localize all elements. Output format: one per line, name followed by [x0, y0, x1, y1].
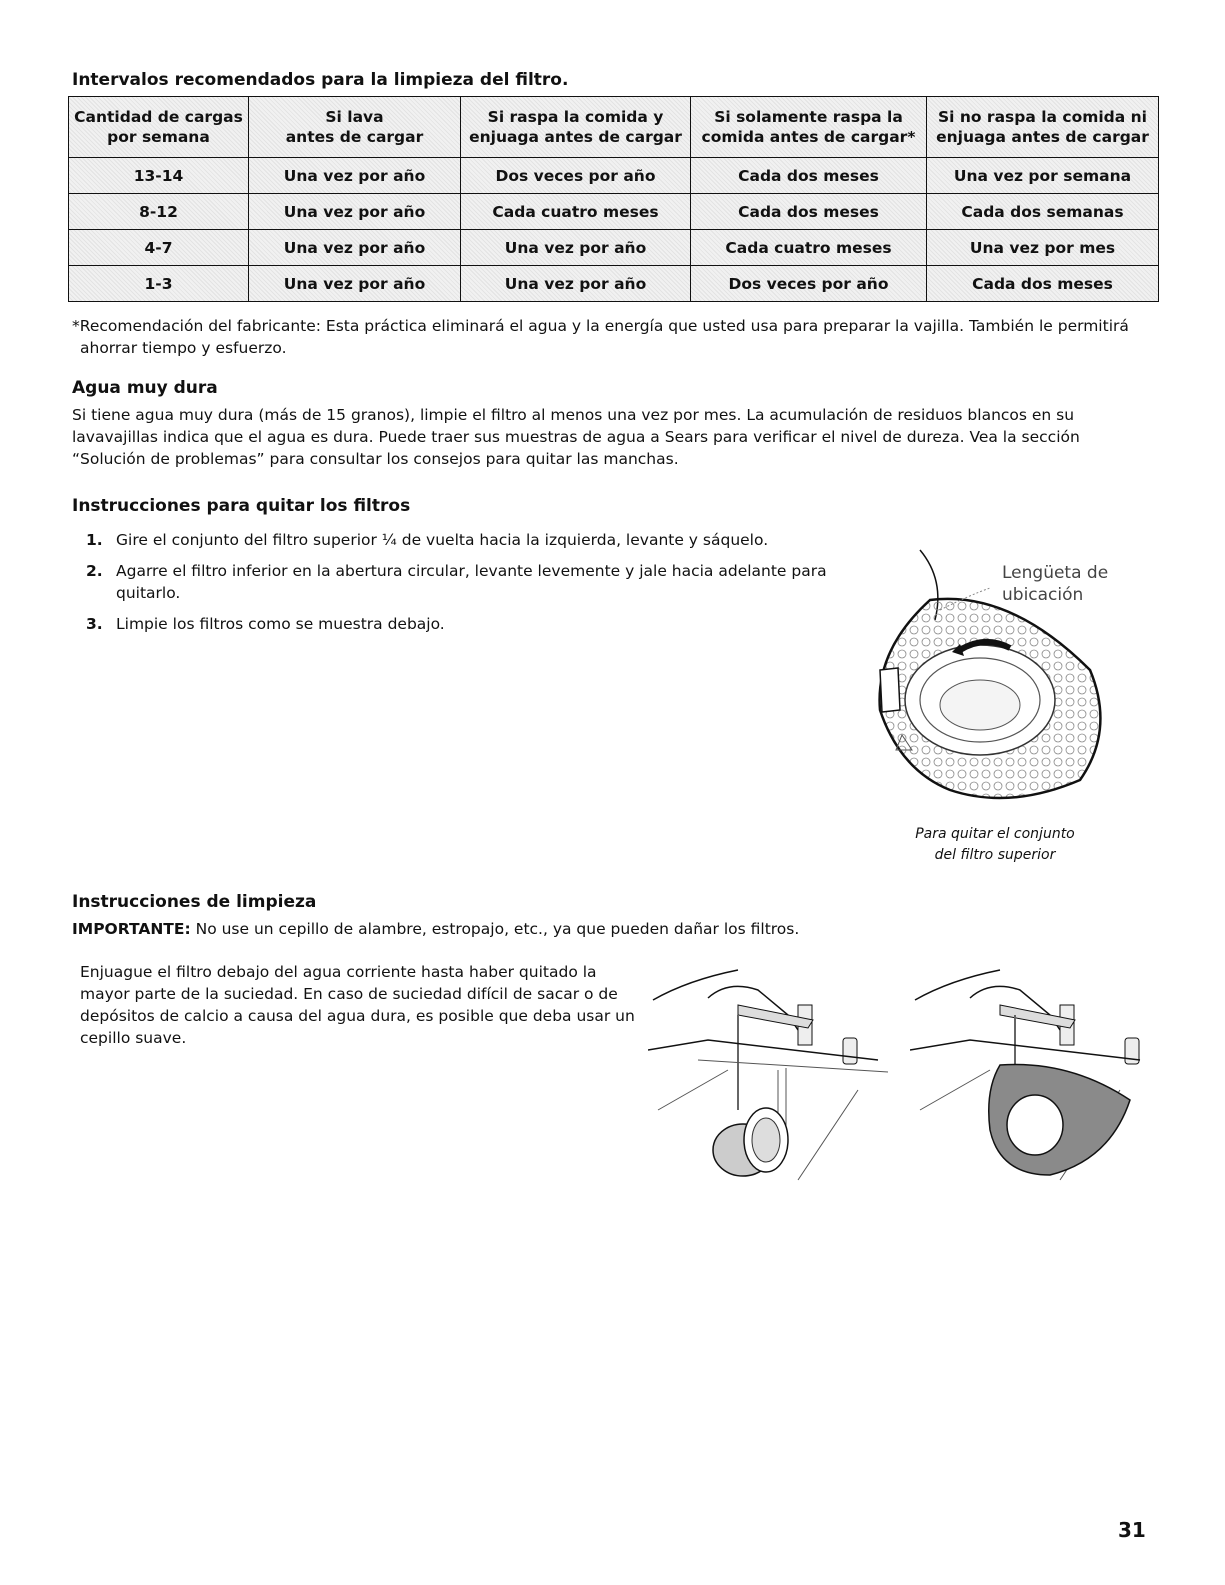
table-cell: Una vez por año	[461, 230, 691, 266]
table-cell: Cada cuatro meses	[691, 230, 927, 266]
hard-water-body: Si tiene agua muy dura (más de 15 granos), limpie el filtro al menos una vez por mes. La acumulación de residuos blancos en su lavavajillas indica que el agua es dura. Puede traer sus muestras de agua a Sears para verificar el nivel de dureza. Vea la sección “Solución de problemas” para consultar los consejos para quitar las manchas.	[72, 406, 1080, 468]
figure-caption: Para quitar el conjunto del filtro superior	[915, 826, 1075, 863]
header-scrape-only: Si solamente raspa la comida antes de cargar*	[691, 97, 927, 158]
header-wash-before: Si lava antes de cargar	[249, 97, 461, 158]
table-row	[69, 194, 1159, 230]
remove-filters-steps	[72, 529, 832, 644]
cleaning-important: IMPORTANTE: No use un cepillo de alambre, estropajo, etc., ya que pueden dañar los filtros.	[72, 920, 800, 938]
table-cell: Una vez por año	[461, 266, 691, 302]
table-cell: Dos veces por año	[461, 158, 691, 194]
table-cell: Una vez por mes	[927, 230, 1159, 266]
table-cell: Cada dos meses	[691, 194, 927, 230]
table-cell: Cada cuatro meses	[461, 194, 691, 230]
table-cell: 1-3	[69, 266, 249, 302]
table-row	[69, 230, 1159, 266]
table-cell: Cada dos meses	[927, 266, 1159, 302]
table-cell: 4-7	[69, 230, 249, 266]
rinse-lower-filter-illustration	[648, 960, 896, 1200]
filter-cleaning-table	[68, 96, 1159, 302]
cleaning-title: Instrucciones de limpieza	[72, 892, 317, 912]
table-cell: Una vez por año	[249, 194, 461, 230]
hard-water-title: Agua muy dura	[72, 378, 218, 398]
table-row	[69, 158, 1159, 194]
footnote: *Recomendación del fabricante: Esta práctica eliminará el agua y la energía que usted usa para preparar la vajilla. También le permitirá ahorrar tiempo y esfuerzo.	[72, 317, 1129, 357]
list-item: 2. Agarre el filtro inferior en la abertura circular, levante levemente y jale hacia adelante para quitarlo.	[86, 562, 827, 602]
header-no-scrape: Si no raspa la comida ni enjuaga antes de cargar	[927, 97, 1159, 158]
table-cell: Dos veces por año	[691, 266, 927, 302]
rinse-upper-filter-illustration	[910, 960, 1142, 1200]
table-cell: 13-14	[69, 158, 249, 194]
cleaning-body: Enjuague el filtro debajo del agua corriente hasta haber quitado la mayor parte de la suciedad. En caso de suciedad difícil de sacar o de depósitos de calcio a causa del agua dura, es posible que deba usar un cepillo suave.	[80, 963, 635, 1047]
table-cell: Cada dos semanas	[927, 194, 1159, 230]
table-cell: Una vez por año	[249, 266, 461, 302]
list-item: 3. Limpie los filtros como se muestra debajo.	[86, 615, 445, 633]
list-item: 1. Gire el conjunto del filtro superior ¼ de vuelta hacia la izquierda, levante y sáquelo.	[86, 531, 769, 549]
figure-label: Lengüeta de ubicación	[1002, 563, 1109, 605]
remove-filters-title: Instrucciones para quitar los filtros	[72, 496, 411, 516]
table-cell: 8-12	[69, 194, 249, 230]
table-cell: Cada dos meses	[691, 158, 927, 194]
page-number: 31	[1118, 1518, 1146, 1542]
table-title: Intervalos recomendados para la limpieza del filtro.	[72, 70, 569, 90]
table-cell: Una vez por semana	[927, 158, 1159, 194]
header-scrape-rinse: Si raspa la comida y enjuaga antes de cargar	[461, 97, 691, 158]
table-row	[69, 266, 1159, 302]
table-cell: Una vez por año	[249, 230, 461, 266]
table-header-row	[69, 97, 1159, 158]
header-loads: Cantidad de cargas por semana	[69, 97, 249, 158]
table-cell: Una vez por año	[249, 158, 461, 194]
